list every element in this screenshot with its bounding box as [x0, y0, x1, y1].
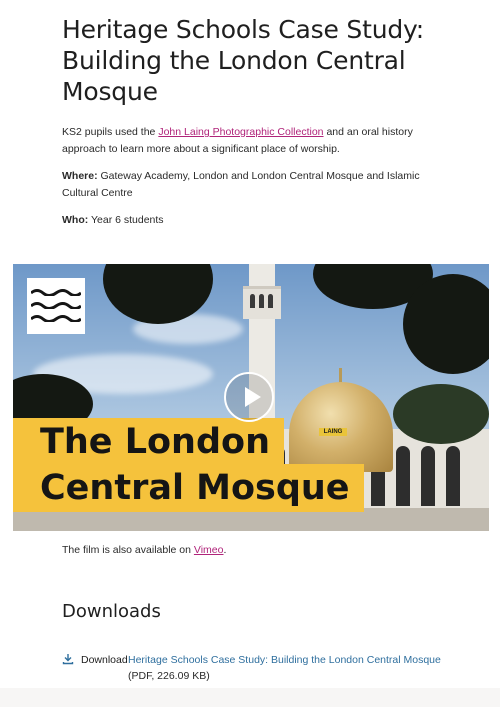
heritage-logo — [27, 278, 85, 334]
who-label: Who: — [62, 214, 89, 226]
wave-icon — [31, 288, 81, 296]
film-note-text: The film is also available on — [62, 544, 194, 556]
where-value: Gateway Academy, London and London Central Mosque and Islamic Cultural Centre — [62, 170, 420, 199]
arch — [421, 446, 435, 506]
page-title: Heritage Schools Case Study: Building the London Central Mosque — [62, 15, 425, 106]
tree-foliage — [393, 384, 489, 444]
who-line — [62, 212, 447, 229]
vimeo-link[interactable]: Vimeo — [193, 544, 224, 556]
laing-sign: LAING — [319, 428, 347, 436]
video-title-line1: The London — [13, 418, 284, 466]
download-file-link[interactable]: Heritage Schools Case Study: Building the London Central Mosque — [128, 654, 441, 666]
film-note — [62, 542, 447, 559]
page-footer-edge — [0, 688, 500, 707]
play-button[interactable] — [224, 372, 274, 422]
where-line — [62, 168, 447, 202]
intro-text-after: and an oral history approach to learn more about a significant place of worship. — [62, 126, 413, 155]
arch — [396, 446, 410, 506]
download-label: Download — [81, 654, 128, 666]
where-label: Where: — [62, 170, 98, 182]
downloads-heading: Downloads — [62, 601, 161, 622]
minaret-window — [259, 294, 264, 308]
minaret-window — [250, 294, 255, 308]
play-icon — [245, 387, 261, 407]
video-player[interactable] — [13, 264, 489, 531]
minaret-window — [268, 294, 273, 308]
intro-text-before: KS2 pupils used the — [62, 126, 159, 138]
intro-paragraph — [62, 124, 447, 158]
who-value: Year 6 students — [88, 214, 164, 226]
arch — [446, 446, 460, 506]
video-title-line2: Central Mosque — [13, 464, 364, 512]
wave-icon — [31, 314, 81, 322]
download-icon — [62, 653, 74, 665]
collection-link[interactable]: John Laing Photographic Collection — [158, 126, 324, 138]
wave-icon — [31, 301, 81, 309]
download-file-meta: (PDF, 226.09 KB) — [128, 670, 210, 682]
film-note-end: . — [223, 544, 227, 556]
